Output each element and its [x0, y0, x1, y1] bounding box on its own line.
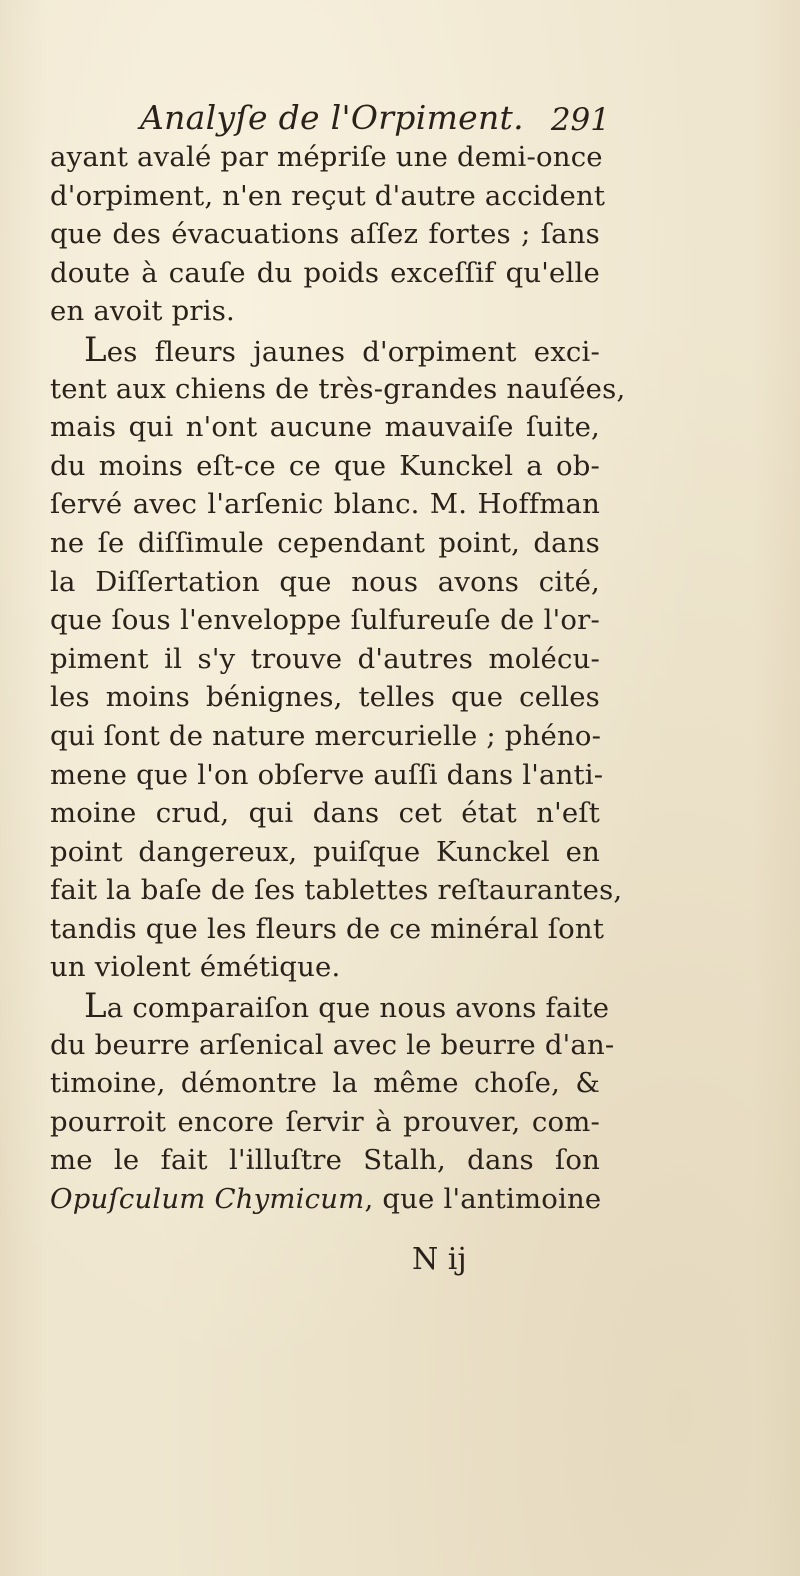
text-line: ayant avalé par mépriſe une demi-once — [50, 141, 603, 173]
text-line: piment il s'y trouve d'autres molécu- — [50, 642, 600, 675]
text-line: me le fait l'illuſtre Stalh, dans ſon — [50, 1144, 600, 1177]
page-number: 291 — [550, 102, 610, 138]
text-line: tent aux chiens de très-grandes nauſées, — [50, 372, 626, 405]
text-line: la Diſſertation que nous avons cité, — [50, 565, 600, 598]
running-title: Analyſe de l'Orpiment. — [140, 98, 524, 137]
text-line: que ſous l'enveloppe ſulfureuſe de l'or- — [50, 604, 600, 637]
text-line: tandis que les fleurs de ce minéral ſont — [50, 912, 605, 945]
text-line: timoine, démontre la même choſe, & — [50, 1067, 600, 1100]
text-line: point dangereux, puiſque Kunckel en — [50, 835, 600, 868]
text-line: un violent émétique. — [50, 951, 341, 984]
text-line: du moins eſt-ce ce que Kunckel a ob- — [50, 449, 600, 482]
text-line: moine crud, qui dans cet état n'eſt — [50, 797, 600, 830]
text-line: mais qui n'ont aucune mauvaiſe ſuite, — [50, 411, 600, 444]
text-line: du beurre arſenical avec le beurre d'an- — [50, 1028, 615, 1061]
text-line: mene que l'on obſerve auſſi dans l'anti- — [50, 758, 604, 791]
text-line: ſervé avec l'arſenic blanc. M. Hoffman — [50, 488, 600, 521]
paragraph-start-line: La comparaiſon que nous avons faite — [84, 986, 610, 1027]
body-text — [50, 138, 626, 1219]
text-line: qui ſont de nature mercurielle ; phéno- — [50, 719, 602, 752]
signature-mark: N ij — [412, 1242, 467, 1277]
text-line: pourroit encore ſervir à prouver, com- — [50, 1105, 600, 1138]
text-line: ne ſe diſſimule cependant point, dans — [50, 526, 600, 559]
text-line: fait la baſe de ſes tablettes reſtaurantes, — [50, 874, 623, 907]
text-line: doute à cauſe du poids exceſſif qu'elle — [50, 256, 600, 289]
text-line: les moins bénignes, telles que celles — [50, 681, 600, 714]
text-line: en avoit pris. — [50, 295, 236, 328]
italic-title: Opuſculum Chymicum — [50, 1183, 365, 1216]
text-line: d'orpiment, n'en reçut d'autre accident — [50, 179, 606, 212]
text-line-last — [50, 1180, 600, 1219]
text-run: , que l'antimoine — [364, 1183, 602, 1216]
paragraph-start-line: Les fleurs jaunes d'orpiment exci- — [84, 329, 600, 370]
text-line: que des évacuations aſſez fortes ; ſans — [50, 218, 600, 251]
